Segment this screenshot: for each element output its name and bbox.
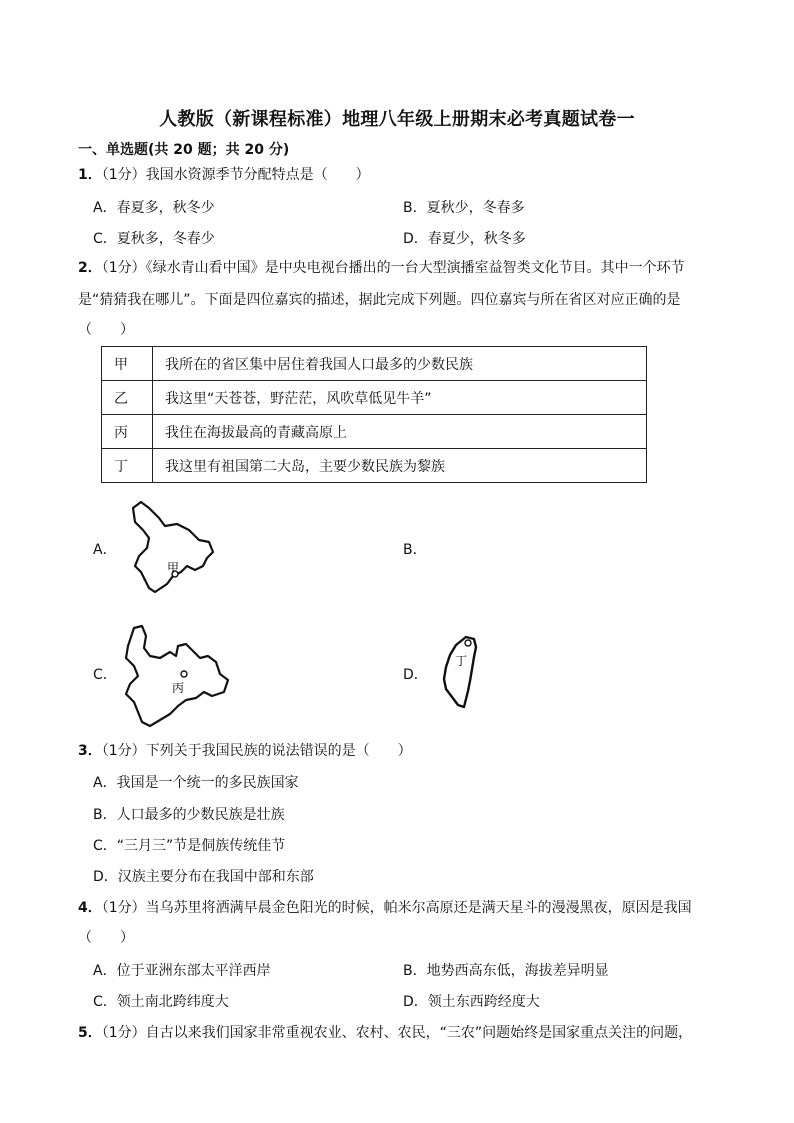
question-score: （1分） — [101, 900, 146, 916]
question-stem-line1: 《绿水青山看中国》是中央电视台播出的一台大型演播室益智类文化节目。其中一个环节 — [145, 260, 685, 276]
question-stem: 我国水资源季节分配特点是（ ） — [145, 167, 370, 183]
question-score: （1分） — [101, 167, 146, 183]
q3-option-c: C．“三月三”节是侗族传统佳节 — [93, 838, 286, 854]
table-key: 甲 — [102, 347, 153, 381]
map-label-a: 甲 — [167, 561, 180, 575]
question-4 — [78, 898, 692, 918]
table-key: 丁 — [102, 449, 153, 483]
q4-option-a: A．位于亚洲东部太平洋西岸 — [93, 963, 271, 979]
question-score: （1分） — [101, 1025, 146, 1041]
table-row — [102, 381, 647, 415]
question-2 — [78, 258, 685, 278]
question-stem-line3: （ ） — [78, 322, 134, 338]
question-stem: 自古以来我们国家非常重视农业、农村、农民，“三农”问题始终是国家重点关注的问题， — [145, 1025, 693, 1041]
map-label-d: 丁 — [455, 654, 468, 668]
table-row — [102, 415, 647, 449]
section-heading: 一、单选题(共 20 题；共 20 分) — [78, 142, 290, 158]
q1-option-a: A．春夏多，秋冬少 — [93, 200, 215, 216]
question-stem-line1: 当乌苏里将洒满早晨金色阳光的时候，帕米尔高原还是满天星斗的漫漫黑夜，原因是我国 — [145, 900, 692, 916]
q3-option-d: D．汉族主要分布在我国中部和东部 — [93, 869, 314, 885]
q3-option-a: A．我国是一个统一的多民族国家 — [93, 775, 299, 791]
guest-description-table — [101, 346, 647, 483]
question-1 — [78, 165, 370, 185]
question-stem-line2: （ ） — [78, 930, 134, 946]
question-stem-line2: 是“猜猜我在哪儿”。下面是四位嘉宾的描述，据此完成下列题。四位嘉宾与所在省区对应正确的是 — [78, 292, 681, 308]
page-title: 人教版（新课程标准）地理八年级上册期末必考真题试卷一 — [159, 109, 635, 130]
table-key: 丙 — [102, 415, 153, 449]
table-desc: 我所在的省区集中居住着我国人口最多的少数民族 — [153, 347, 647, 381]
q2-option-a: A． — [93, 542, 117, 558]
q2-option-d: D． — [403, 667, 428, 683]
question-number: 2． — [78, 260, 102, 276]
province-map-d — [440, 633, 482, 711]
q4-option-d: D．领土东西跨经度大 — [403, 994, 540, 1010]
q1-option-b: B．夏秋少，冬春多 — [403, 200, 525, 216]
question-score: （1分） — [101, 743, 146, 759]
province-map-c — [120, 622, 232, 730]
q1-option-d: D．春夏少，秋冬多 — [403, 231, 526, 247]
table-row — [102, 449, 647, 483]
q3-option-b: B．人口最多的少数民族是壮族 — [93, 807, 285, 823]
map-label-c: 丙 — [172, 681, 185, 695]
table-row — [102, 347, 647, 381]
province-outline-c — [120, 622, 232, 730]
question-5 — [78, 1023, 692, 1043]
question-number: 4． — [78, 900, 102, 916]
question-3 — [78, 741, 412, 761]
table-desc: 我住在海拔最高的青藏高原上 — [153, 415, 647, 449]
question-number: 5． — [78, 1025, 102, 1041]
province-map-a — [125, 500, 217, 596]
question-stem: 下列关于我国民族的说法错误的是（ ） — [145, 743, 412, 759]
question-score: （1分） — [101, 260, 146, 276]
table-key: 乙 — [102, 381, 153, 415]
table-desc: 我这里有祖国第二大岛，主要少数民族为黎族 — [153, 449, 647, 483]
q4-option-c: C．领土南北跨纬度大 — [93, 994, 229, 1010]
province-outline-d — [440, 633, 482, 711]
q1-option-c: C．夏秋多，冬春少 — [93, 231, 215, 247]
q4-option-b: B．地势西高东低，海拔差异明显 — [403, 963, 609, 979]
table-desc: 我这里“天苍苍，野茫茫，风吹草低见牛羊” — [153, 381, 647, 415]
q2-option-c: C． — [93, 667, 117, 683]
question-number: 1． — [78, 167, 102, 183]
q2-option-b: B． — [403, 542, 427, 558]
province-outline-a — [125, 500, 217, 596]
question-number: 3． — [78, 743, 102, 759]
